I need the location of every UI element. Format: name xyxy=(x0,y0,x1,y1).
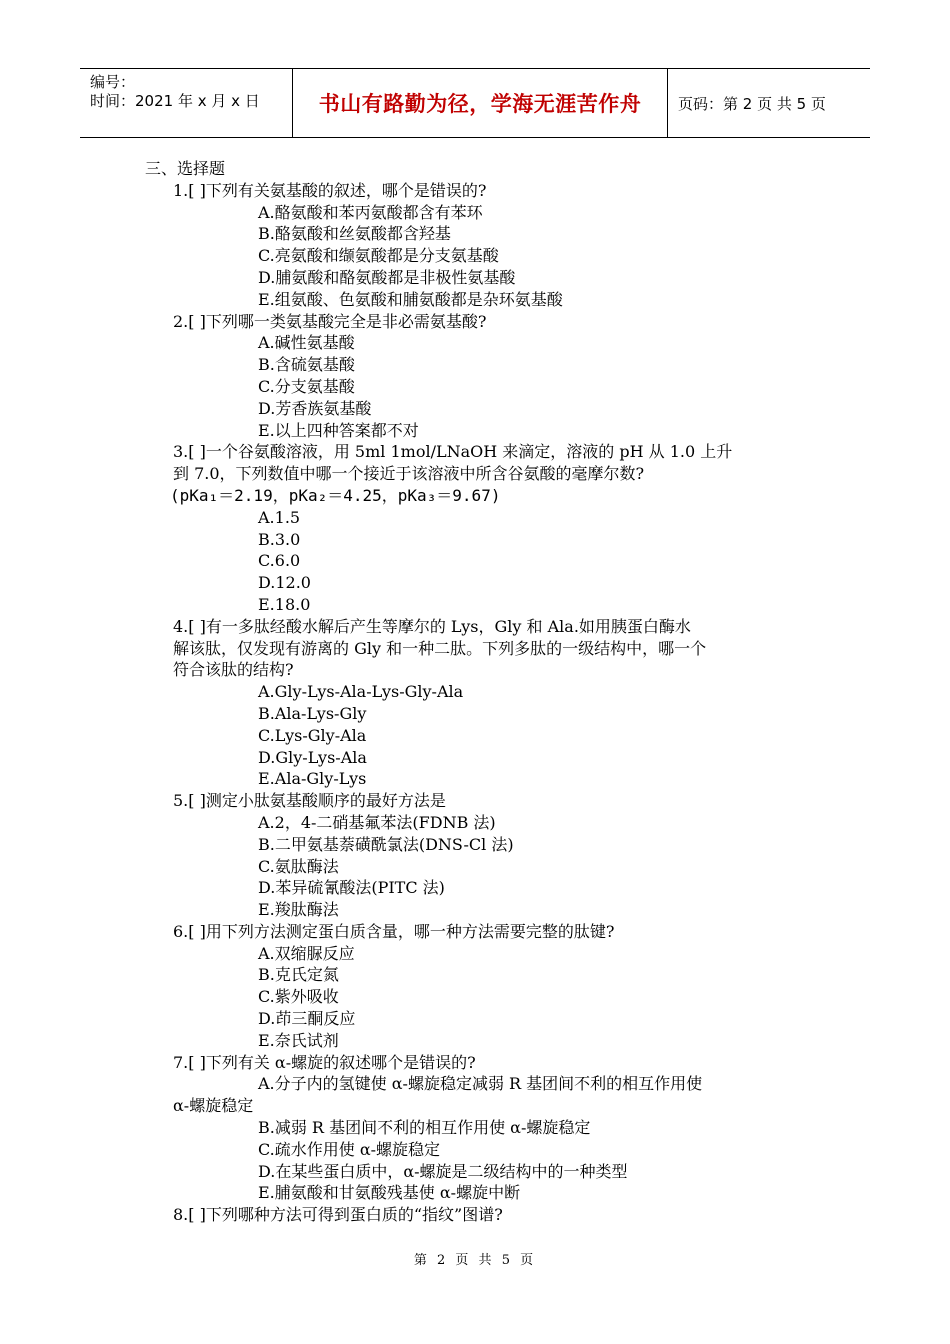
question-line: 8.[ ]下列哪种方法可得到蛋白质的“指纹”图谱? xyxy=(173,1205,503,1225)
option-line: C.疏水作用使 α-螺旋稳定 xyxy=(258,1139,441,1159)
option-line: A.双缩脲反应 xyxy=(258,943,355,963)
option-line: B.减弱 R 基团间不利的相互作用使 α-螺旋稳定 xyxy=(258,1118,591,1138)
option-line: E.羧肽酶法 xyxy=(258,900,339,920)
header-left-cell xyxy=(80,69,293,137)
option-line: C.6.0 xyxy=(258,551,301,571)
option-line: A.1.5 xyxy=(258,507,301,527)
question-line: 6.[ ]用下列方法测定蛋白质含量，哪一种方法需要完整的肽键? xyxy=(173,921,615,941)
option-line: D.苯异硫氰酸法(PITC 法) xyxy=(258,878,445,898)
continuation-line: α-螺旋稳定 xyxy=(173,1096,254,1116)
option-line: B.含硫氨基酸 xyxy=(258,355,355,375)
pka-values-line: (pKa₁＝2.19，pKa₂＝4.25，pKa₃＝9.67) xyxy=(170,485,501,505)
number-label: 编号： xyxy=(90,73,136,91)
continuation-line: 解该肽，仅发现有游离的 Gly 和一种二肽。下列多肽的一级结构中，哪一个 xyxy=(173,638,707,658)
continuation-line: 到 7.0，下列数值中哪一个接近于该溶液中所含谷氨酸的毫摩尔数? xyxy=(173,464,645,484)
page-header xyxy=(80,68,870,138)
question-line: 1.[ ]下列有关氨基酸的叙述，哪个是错误的? xyxy=(173,180,487,200)
continuation-line: 符合该肽的结构? xyxy=(173,660,294,680)
option-line: E.组氨酸、色氨酸和脯氨酸都是杂环氨基酸 xyxy=(258,289,563,309)
option-line: E.18.0 xyxy=(258,594,311,614)
option-line: C.分支氨基酸 xyxy=(258,376,355,396)
option-line: E.脯氨酸和甘氨酸残基使 α-螺旋中断 xyxy=(258,1183,521,1203)
option-line: D.脯氨酸和酪氨酸都是非极性氨基酸 xyxy=(258,267,516,287)
option-line: B.酪氨酸和丝氨酸都含羟基 xyxy=(258,224,451,244)
option-line: D.在某些蛋白质中，α-螺旋是二级结构中的一种类型 xyxy=(258,1161,628,1181)
option-line: A.Gly-Lys-Ala-Lys-Gly-Ala xyxy=(258,682,464,702)
option-line: B.克氏定氮 xyxy=(258,965,339,985)
page-footer: 第 2 页 共 5 页 xyxy=(413,1253,537,1268)
option-line: A.分子内的氢键使 α-螺旋稳定减弱 R 基团间不利的相互作用使 xyxy=(258,1074,703,1094)
question-line: 4.[ ]有一多肽经酸水解后产生等摩尔的 Lys，Gly 和 Ala.如用胰蛋白酶水 xyxy=(173,616,691,636)
time-label: 时间：2021 年 x 月 x 日 xyxy=(90,92,260,110)
header-page-info: 页码：第 2 页 共 5 页 xyxy=(678,94,826,113)
question-line: 2.[ ]下列哪一类氨基酸完全是非必需氨基酸? xyxy=(173,311,487,331)
option-line: B.Ala-Lys-Gly xyxy=(258,703,367,723)
header-motto: 书山有路勤为径，学海无涯苦作舟 xyxy=(293,69,668,137)
option-line: D.茚三酮反应 xyxy=(258,1009,356,1029)
section-title: 三、选择题 xyxy=(145,159,226,178)
option-line: B.3.0 xyxy=(258,529,301,549)
question-line: 7.[ ]下列有关 α-螺旋的叙述哪个是错误的? xyxy=(173,1052,476,1072)
option-line: C.氨肽酶法 xyxy=(258,856,339,876)
option-line: E.奈氏试剂 xyxy=(258,1030,339,1050)
option-line: C.Lys-Gly-Ala xyxy=(258,725,367,745)
option-line: E.Ala-Gly-Lys xyxy=(258,769,367,789)
option-line: C.紫外吸收 xyxy=(258,987,339,1007)
option-line: B.二甲氨基萘磺酰氯法(DNS-Cl 法) xyxy=(258,834,514,854)
option-line: D.12.0 xyxy=(258,573,311,593)
question-line: 3.[ ]一个谷氨酸溶液，用 5ml 1mol/LNaOH 来滴定，溶液的 pH 从 1.0 上升 xyxy=(173,442,733,462)
option-line: E.以上四种答案都不对 xyxy=(258,420,419,440)
question-line: 5.[ ]测定小肽氨基酸顺序的最好方法是 xyxy=(173,791,446,811)
option-line: C.亮氨酸和缬氨酸都是分支氨基酸 xyxy=(258,246,499,266)
option-line: A.碱性氨基酸 xyxy=(258,333,355,353)
option-line: A.2，4-二硝基氟苯法(FDNB 法) xyxy=(258,812,496,832)
option-line: D.Gly-Lys-Ala xyxy=(258,747,367,767)
option-line: D.芳香族氨基酸 xyxy=(258,398,372,418)
document-body xyxy=(0,158,950,1226)
option-line: A.酪氨酸和苯丙氨酸都含有苯环 xyxy=(258,202,483,222)
